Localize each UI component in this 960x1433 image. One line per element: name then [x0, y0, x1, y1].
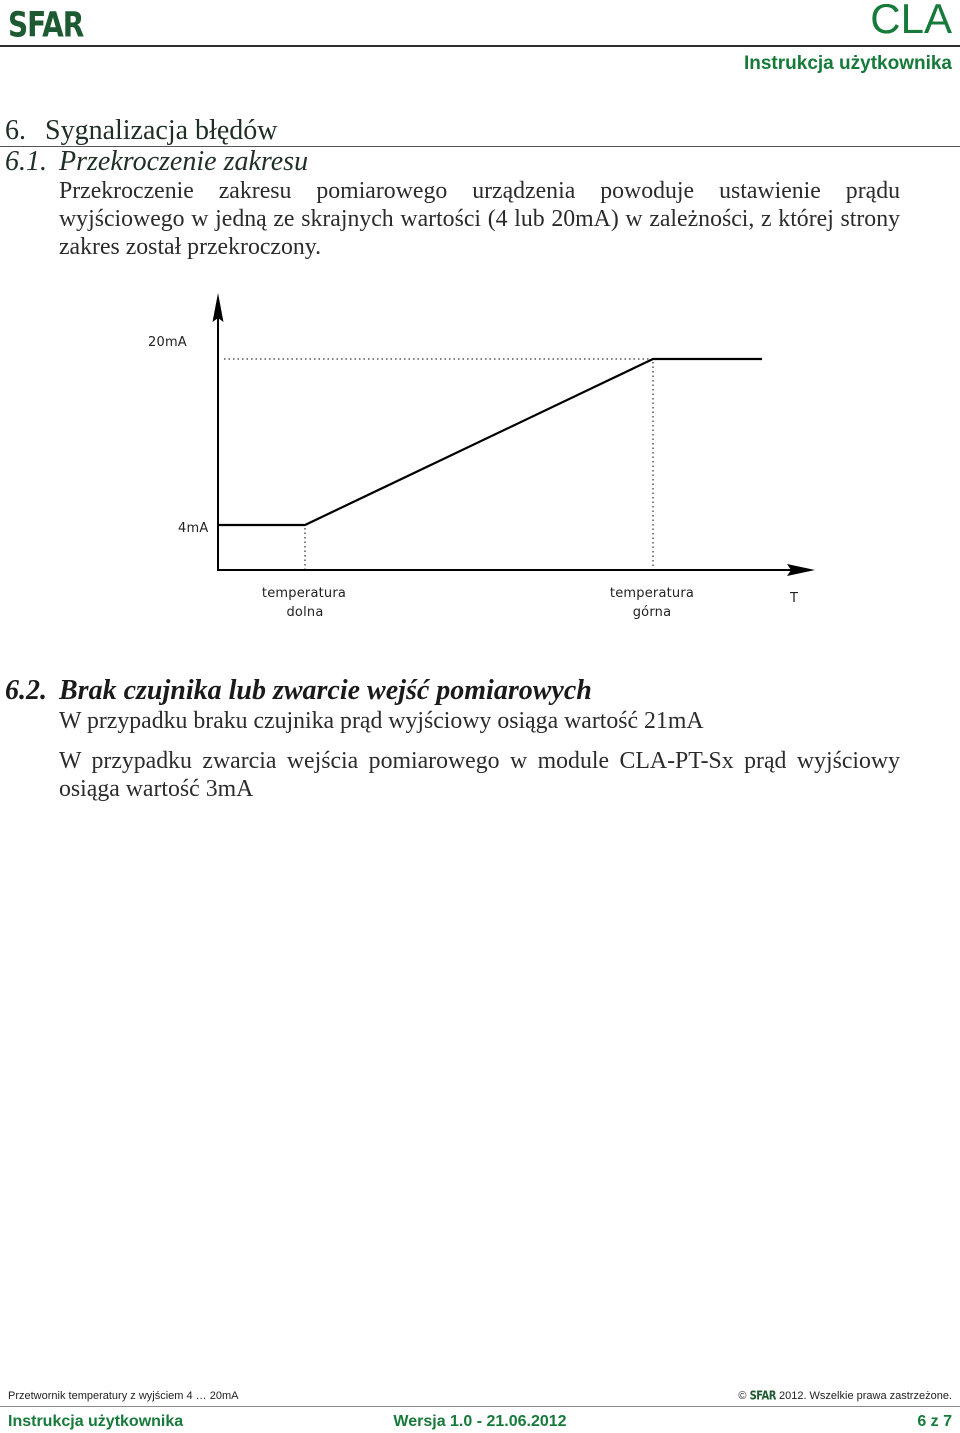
- chapter-number: 6.: [5, 115, 26, 146]
- paragraph-line: osiąga wartość 3mA: [59, 776, 254, 802]
- footer-product-description: Przetwornik temperatury z wyjściem 4 … 20mA: [8, 1390, 239, 1402]
- header-divider: [0, 45, 960, 47]
- x-axis-label: T: [790, 591, 799, 606]
- upper-marker-label-line2: górna: [632, 605, 672, 620]
- paragraph-line: wyjściowego w jedną ze skrajnych wartości (4 lub 20mA) w zależności, z której strony: [59, 206, 900, 232]
- footer-page-number: 6 z 7: [917, 1413, 952, 1430]
- footer-copyright: [738, 1390, 952, 1403]
- upper-marker-label-line1: temperatura: [609, 586, 695, 601]
- section-number: 6.2.: [5, 675, 47, 706]
- section-6-2-paragraph-1: [59, 707, 900, 735]
- paragraph-line: zakres został przekroczony.: [59, 234, 322, 260]
- copyright-text: 2012. Wszelkie prawa zastrzeżone.: [778, 1390, 952, 1402]
- y-label-4ma: 4mA: [178, 521, 209, 536]
- section-heading-6-2: [5, 675, 592, 707]
- copyright-symbol: ©: [738, 1390, 747, 1402]
- footer-sfar-logo: SFAR: [749, 1389, 776, 1404]
- section-heading-6-1: [5, 146, 308, 178]
- paragraph-line: Przekroczenie zakresu pomiarowego urządzenia powoduje ustawienie prądu: [59, 178, 900, 204]
- section-title: Przekroczenie zakresu: [59, 146, 309, 177]
- y-label-20ma: 20mA: [148, 335, 187, 350]
- lower-marker-label-line2: dolna: [286, 605, 324, 620]
- section-6-2-paragraph-2: [59, 747, 900, 803]
- chapter-heading: [5, 115, 277, 147]
- lower-marker-label-line1: temperatura: [261, 586, 347, 601]
- output-current-curve: [218, 359, 762, 525]
- chapter-title: Sygnalizacja błędów: [45, 115, 278, 146]
- range-overflow-diagram: [0, 285, 960, 630]
- section-6-1-paragraph: [59, 177, 900, 261]
- x-axis-arrow-icon: [787, 564, 815, 576]
- section-number: 6.1.: [5, 146, 47, 177]
- y-axis-arrow-icon: [213, 293, 224, 322]
- footer-divider: [0, 1406, 960, 1407]
- footer-document-type: Instrukcja użytkownika: [8, 1413, 184, 1430]
- paragraph-line: W przypadku braku czujnika prąd wyjściowy osiąga wartość 21mA: [59, 708, 704, 734]
- footer-version: Wersja 1.0 - 21.06.2012: [393, 1413, 567, 1430]
- product-code: CLA: [870, 0, 952, 42]
- section-title: Brak czujnika lub zwarcie wejść pomiarowych: [59, 675, 592, 706]
- sfar-logo: SFAR: [8, 3, 84, 45]
- document-type: Instrukcja użytkownika: [743, 53, 952, 74]
- paragraph-line: W przypadku zwarcia wejścia pomiarowego w module CLA-PT-Sx prąd wyjściowy: [59, 748, 900, 774]
